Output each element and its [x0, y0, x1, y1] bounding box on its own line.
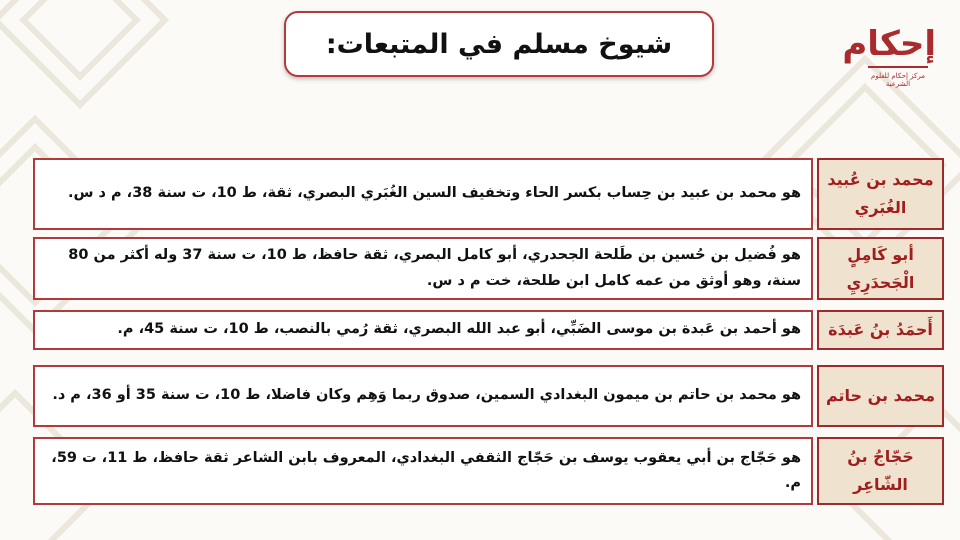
narrator-row [33, 158, 944, 230]
narrator-name: أَحمَدُ بنُ عَبدَة [817, 310, 944, 350]
slide-title: شيوخ مسلم في المتبعات: [325, 28, 673, 60]
narrator-description: هو حَجّاج بن أبي يعقوب يوسف بن حَجّاج الثقفي البغدادي، المعروف بابن الشاعر ثقة حافظ، ط 11، ت 59، م. [33, 437, 813, 505]
narrator-name: حَجّاجُ بنُ الشّاعِر [817, 437, 944, 505]
narrator-description: هو أحمد بن عَبدة بن موسى الضَبِّي، أبو عبد الله البصري، ثقة رُمي بالنصب، ط 10، ت سنة 45، م. [33, 310, 813, 350]
narrator-name: محمد بن حاتم [817, 365, 944, 427]
narrator-description: هو محمد بن عبيد بن حِساب بكسر الحاء وتخفيف السين الغُبَري البصري، ثقة، ط 10، ت سنة 38، م د س. [33, 158, 813, 230]
narrator-description: هو فُضيل بن حُسين بن طَلحة الجحدري، أبو كامل البصري، ثقة حافظ، ط 10، ت سنة 37 وله أكثر من 80 سنة، وهو أوثق من عمه كامل ابن طلحة، خت م د س. [33, 237, 813, 300]
narrator-row [33, 237, 944, 300]
slide-title-box [284, 11, 714, 77]
narrator-name: محمد بن عُبيد الغُبَري [817, 158, 944, 230]
narrator-row [33, 437, 944, 505]
narrator-name: أبو كَامِلٍ الْجَحدَرِيِ [817, 237, 944, 300]
logo [842, 18, 936, 92]
narrator-row [33, 310, 944, 350]
logo-divider [868, 66, 928, 68]
logo-word: إحكام [842, 24, 936, 64]
logo-subtitle: مركز إحكام للعلوم الشرعية [871, 72, 925, 88]
narrator-row [33, 365, 944, 427]
narrator-description: هو محمد بن حاتم بن ميمون البغدادي السمين، صدوق ربما وَهِم وكان فاضلا، ط 10، ت سنة 35 أو 36، م د. [33, 365, 813, 427]
